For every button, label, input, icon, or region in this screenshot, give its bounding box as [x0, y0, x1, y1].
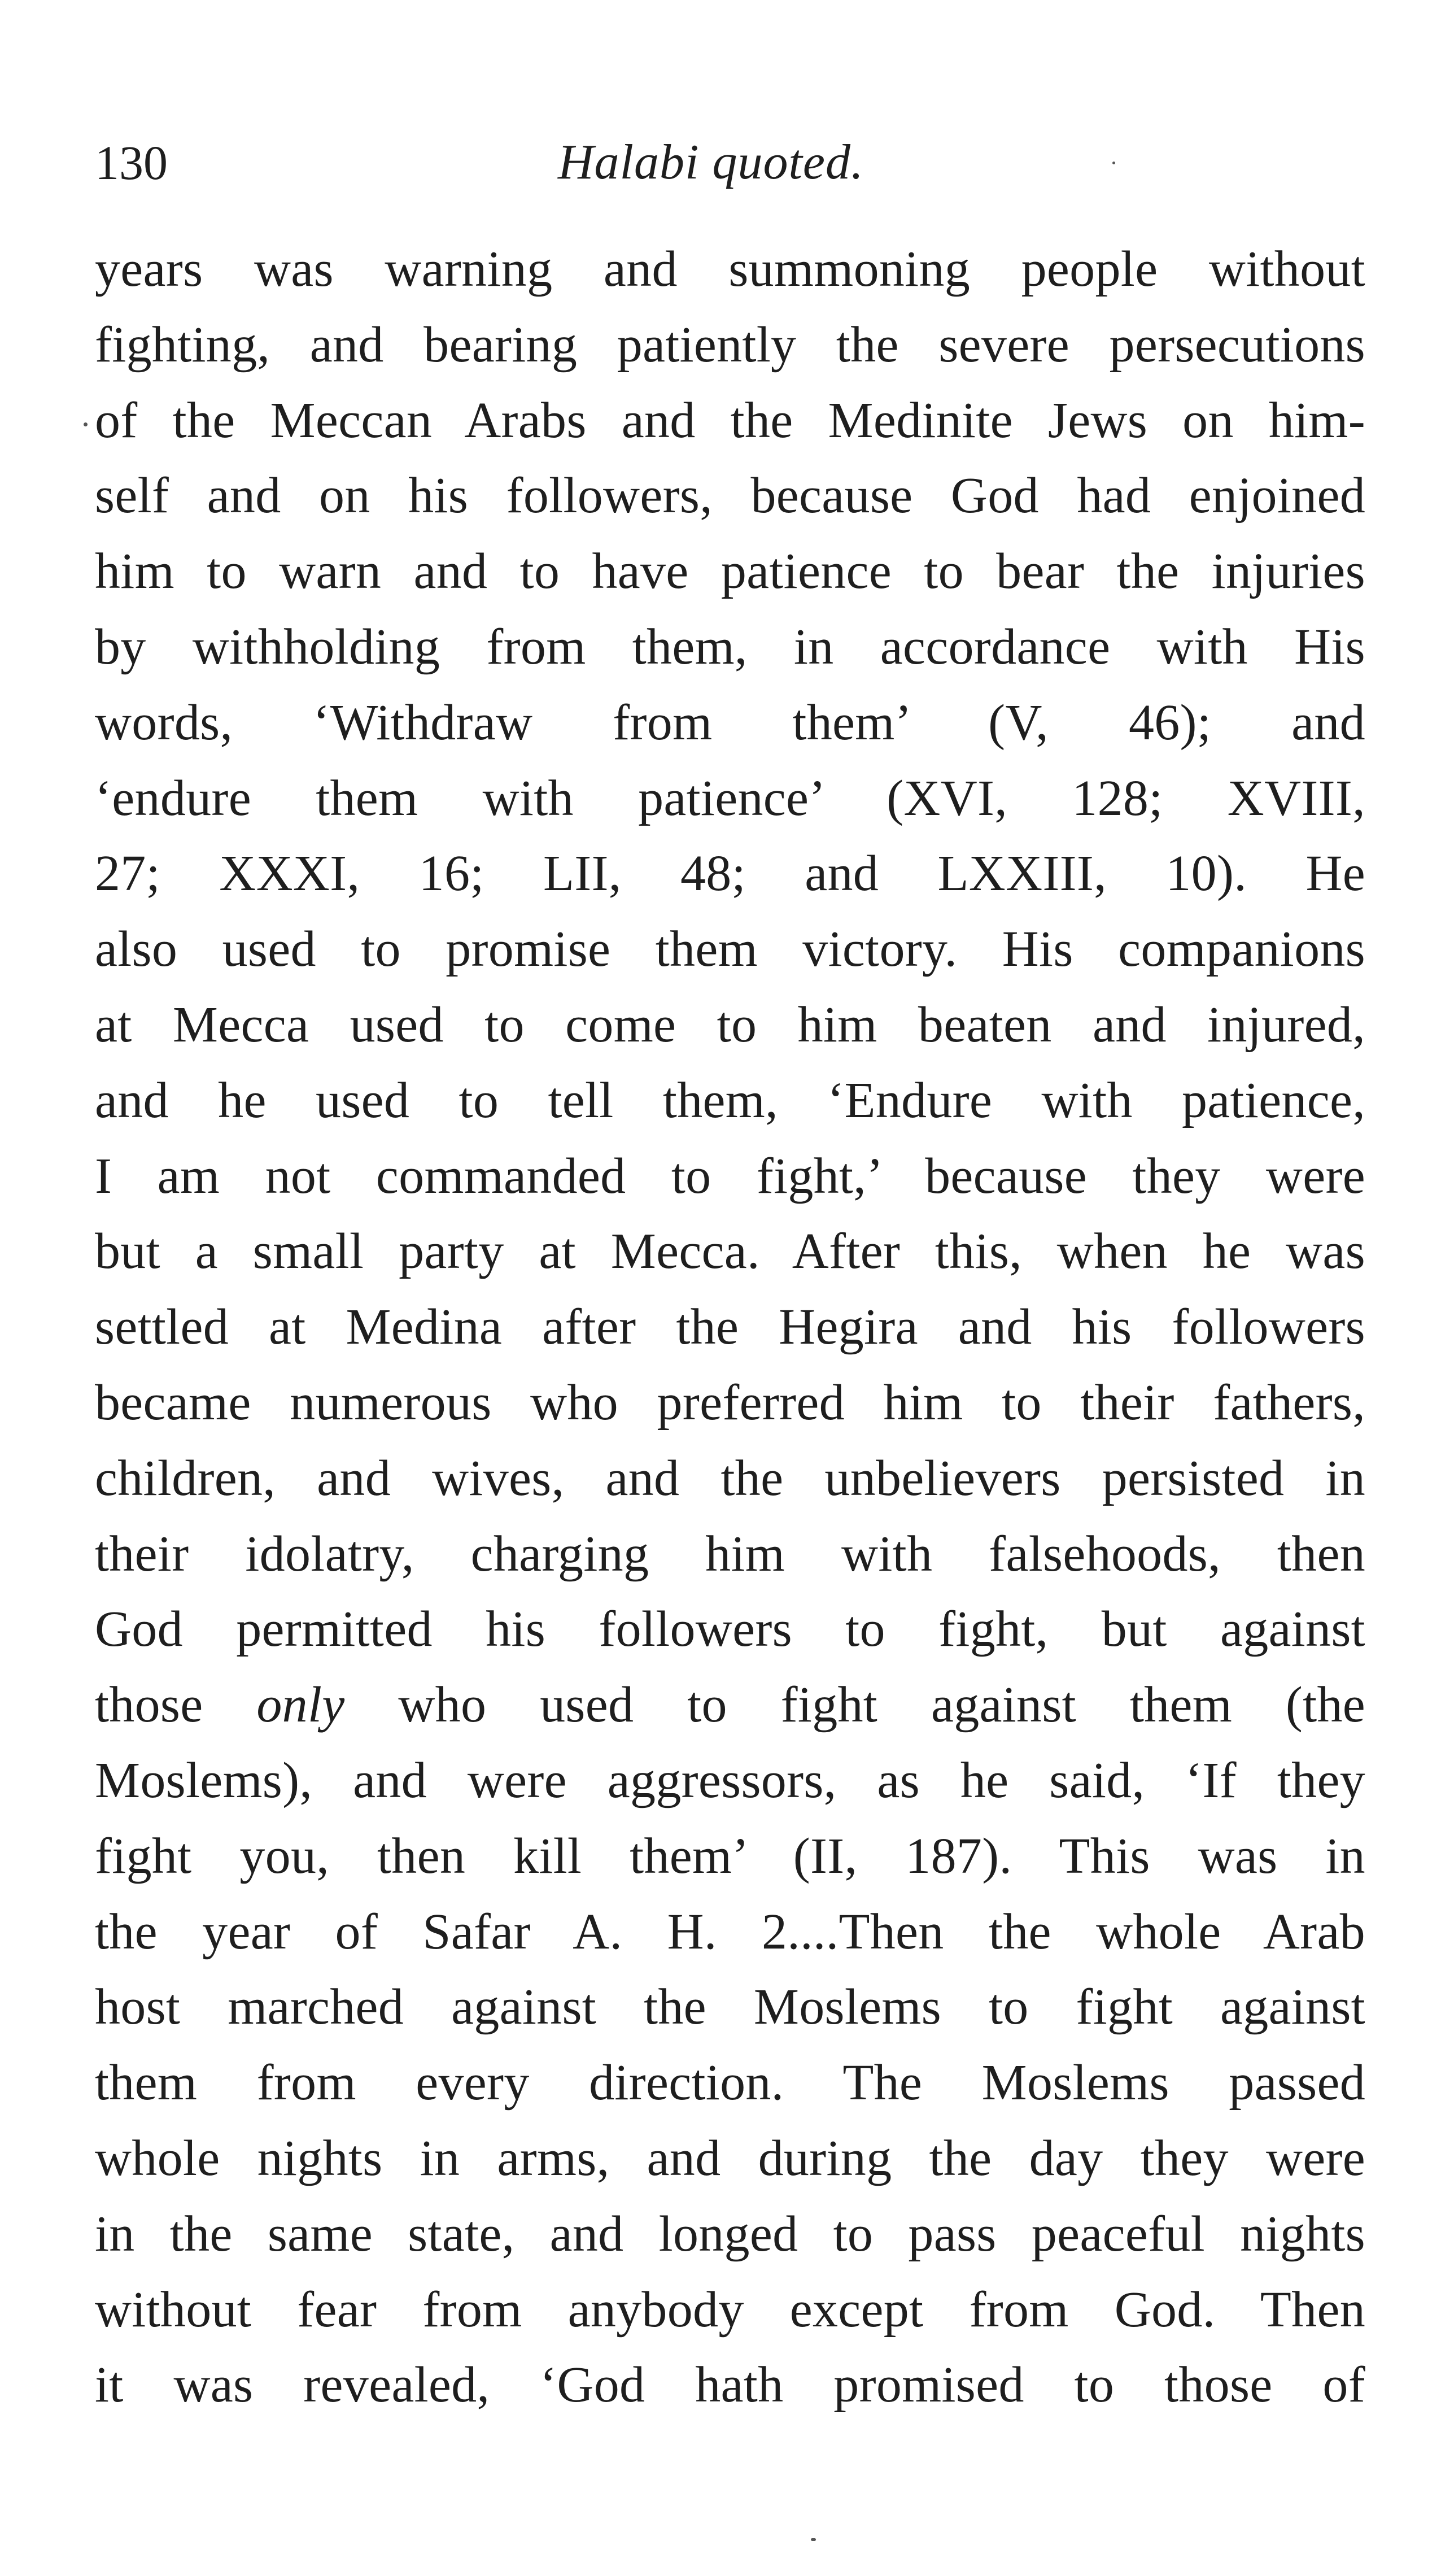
text-line-27: in the same state, and longed to pass peaceful nights	[95, 2205, 1365, 2262]
text-line-20-start: those	[95, 1677, 257, 1733]
page-number: 130	[95, 136, 168, 190]
running-title: Halabi quoted.	[558, 135, 864, 190]
text-line-18: their idolatry, charging him with falsehoods, then	[95, 1525, 1365, 1582]
text-line-8: ‘endure them with patience’ (XVI, 128; XVIII,	[95, 770, 1365, 826]
body-text	[95, 232, 1365, 2423]
footer-mark	[811, 2538, 816, 2541]
text-line-17: children, and wives, and the unbelievers persisted in	[95, 1450, 1365, 1506]
margin-mark	[84, 422, 88, 426]
text-line-22: fight you, then kill them’ (II, 187). This was in	[95, 1828, 1365, 1884]
text-line-11: at Mecca used to come to him beaten and injured,	[95, 996, 1365, 1053]
text-line-25: them from every direction. The Moslems passed	[95, 2055, 1365, 2111]
text-line-12: and he used to tell them, ‘Endure with patience,	[95, 1072, 1365, 1128]
text-line-6: by withholding from them, in accordance with His	[95, 618, 1365, 675]
text-line-14: but a small party at Mecca. After this, when he was	[95, 1223, 1365, 1280]
text-line-3: of the Meccan Arabs and the Medinite Jews on him-	[95, 392, 1365, 448]
text-line-13: I am not commanded to fight,’ because they were	[95, 1148, 1365, 1204]
page-header	[95, 129, 1360, 197]
text-line-19: God permitted his followers to fight, but against	[95, 1601, 1365, 1658]
text-line-16: became numerous who preferred him to their fathers,	[95, 1374, 1365, 1431]
text-line-5: him to warn and to have patience to bear the injuries	[95, 543, 1365, 600]
text-line-10: also used to promise them victory. His companions	[95, 921, 1365, 978]
text-line-26: whole nights in arms, and during the day they were	[95, 2130, 1365, 2186]
text-line-24: host marched against the Moslems to fight against	[95, 1979, 1365, 2035]
print-speck	[1112, 162, 1115, 164]
text-line-4: self and on his followers, because God had enjoined	[95, 468, 1365, 524]
text-line-20	[95, 1667, 1365, 1743]
text-line-9: 27; XXXI, 16; LII, 48; and LXXIII, 10). He	[95, 845, 1365, 902]
emphasized-word: only	[256, 1677, 345, 1733]
text-line-15: settled at Medina after the Hegira and his followers	[95, 1299, 1365, 1355]
text-line-1: years was warning and summoning people without	[95, 241, 1365, 297]
text-line-2: fighting, and bearing patiently the severe persecutions	[95, 316, 1365, 373]
text-line-29: it was revealed, ‘God hath promised to those of	[95, 2357, 1365, 2413]
text-line-21: Moslems), and were aggressors, as he said, ‘If they	[95, 1752, 1365, 1808]
text-line-7: words, ‘Withdraw from them’ (V, 46); and	[95, 694, 1365, 751]
text-line-20-end: who used to fight against them (the	[344, 1677, 1365, 1733]
text-line-28: without fear from anybody except from God. Then	[95, 2281, 1365, 2338]
text-line-23: the year of Safar A. H. 2....Then the whole Arab	[95, 1903, 1365, 1960]
